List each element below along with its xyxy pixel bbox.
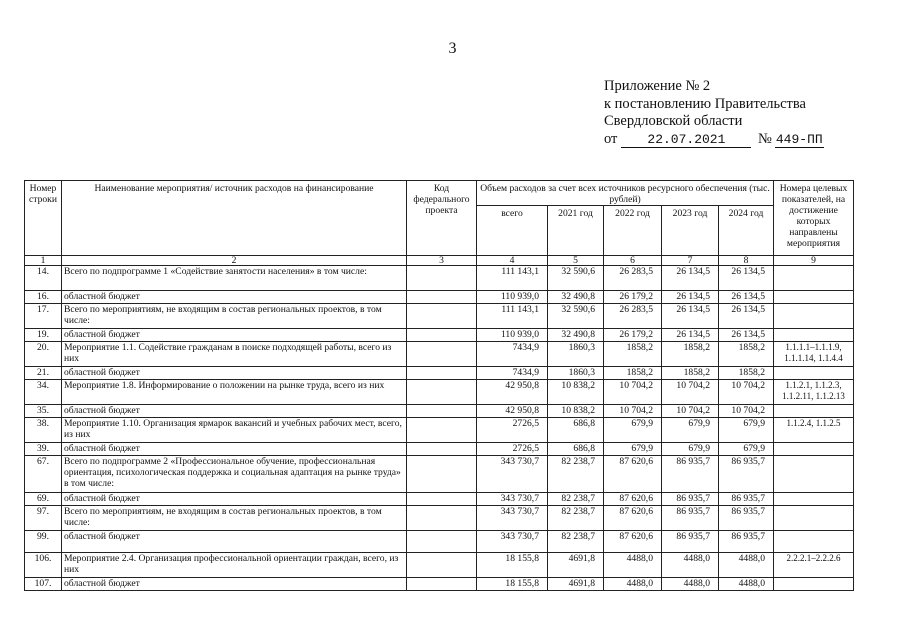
row-name: Всего по подпрограмме 1 «Содействие занятости населения» в том числе:: [62, 266, 407, 291]
col-index: 5: [548, 256, 604, 266]
table-row: [25, 493, 854, 506]
row-name: Мероприятие 2.4. Организация профессиональной ориентации граждан, всего, из них: [62, 553, 407, 578]
row-2024: 4488,0: [719, 578, 774, 591]
row-name: Мероприятие 1.8. Информирование о положении на рынке труда, всего из них: [62, 380, 407, 405]
row-total: 111 143,1: [477, 266, 548, 291]
row-name: областной бюджет: [62, 367, 407, 380]
row-2021: 4691,8: [548, 578, 604, 591]
row-2024: 86 935,7: [719, 506, 774, 531]
row-fed-code: [407, 291, 477, 304]
row-2023: 4488,0: [662, 553, 719, 578]
row-total: 18 155,8: [477, 553, 548, 578]
col-index: 2: [62, 256, 407, 266]
row-2023: 86 935,7: [662, 456, 719, 493]
decree-date: 22.07.2021: [621, 133, 751, 148]
row-total: 2726,5: [477, 418, 548, 443]
row-2022: 1858,2: [604, 367, 662, 380]
row-targets: [774, 291, 854, 304]
col-index: 3: [407, 256, 477, 266]
row-targets: 1.1.2.4, 1.1.2.5: [774, 418, 854, 443]
row-2023: 86 935,7: [662, 531, 719, 553]
row-number: 97.: [25, 506, 62, 531]
row-fed-code: [407, 405, 477, 418]
row-number: 34.: [25, 380, 62, 405]
row-targets: [774, 578, 854, 591]
row-2023: 679,9: [662, 418, 719, 443]
row-fed-code: [407, 342, 477, 367]
row-fed-code: [407, 304, 477, 329]
row-name: областной бюджет: [62, 405, 407, 418]
row-fed-code: [407, 553, 477, 578]
row-2023: 679,9: [662, 443, 719, 456]
table-row: [25, 531, 854, 553]
row-number: 67.: [25, 456, 62, 493]
row-number: 21.: [25, 367, 62, 380]
expenses-table: [24, 180, 854, 591]
row-2024: 26 134,5: [719, 329, 774, 342]
row-2023: 26 134,5: [662, 266, 719, 291]
row-fed-code: [407, 266, 477, 291]
row-total: 343 730,7: [477, 531, 548, 553]
row-total: 343 730,7: [477, 506, 548, 531]
row-2022: 1858,2: [604, 342, 662, 367]
table-row: [25, 418, 854, 443]
col-index: 4: [477, 256, 548, 266]
row-2023: 10 704,2: [662, 380, 719, 405]
row-2022: 679,9: [604, 418, 662, 443]
row-2021: 82 238,7: [548, 493, 604, 506]
row-2023: 4488,0: [662, 578, 719, 591]
row-targets: 1.1.1.1–1.1.1.9, 1.1.1.14, 1.1.4.4: [774, 342, 854, 367]
row-number: 38.: [25, 418, 62, 443]
row-total: 42 950,8: [477, 405, 548, 418]
header-fed-code: Код федерального проекта: [407, 181, 477, 256]
header-2023: 2023 год: [662, 206, 719, 256]
row-number: 107.: [25, 578, 62, 591]
row-number: 69.: [25, 493, 62, 506]
row-2021: 82 238,7: [548, 531, 604, 553]
row-targets: [774, 367, 854, 380]
row-targets: [774, 456, 854, 493]
row-2021: 686,8: [548, 418, 604, 443]
row-total: 110 939,0: [477, 291, 548, 304]
row-targets: [774, 531, 854, 553]
row-2021: 82 238,7: [548, 506, 604, 531]
row-total: 18 155,8: [477, 578, 548, 591]
table-row: [25, 405, 854, 418]
row-total: 343 730,7: [477, 456, 548, 493]
row-fed-code: [407, 531, 477, 553]
row-2021: 10 838,2: [548, 405, 604, 418]
header-2024: 2024 год: [719, 206, 774, 256]
row-2024: 679,9: [719, 418, 774, 443]
row-2023: 1858,2: [662, 367, 719, 380]
row-2021: 32 590,6: [548, 304, 604, 329]
row-2022: 26 179,2: [604, 329, 662, 342]
col-index: 7: [662, 256, 719, 266]
table-row: [25, 291, 854, 304]
row-2024: 10 704,2: [719, 405, 774, 418]
row-fed-code: [407, 506, 477, 531]
row-number: 19.: [25, 329, 62, 342]
header-total: всего: [477, 206, 548, 256]
row-number: 14.: [25, 266, 62, 291]
row-number: 106.: [25, 553, 62, 578]
row-targets: [774, 493, 854, 506]
col-index: 9: [774, 256, 854, 266]
row-2024: 1858,2: [719, 342, 774, 367]
row-2024: 86 935,7: [719, 531, 774, 553]
from-label: от: [604, 130, 618, 147]
row-fed-code: [407, 578, 477, 591]
table-row: [25, 266, 854, 291]
appendix-block: [604, 78, 824, 148]
row-fed-code: [407, 456, 477, 493]
row-targets: 1.1.2.1, 1.1.2.3, 1.1.2.11, 1.1.2.13: [774, 380, 854, 405]
header-2021: 2021 год: [548, 206, 604, 256]
row-targets: [774, 443, 854, 456]
table-row: [25, 578, 854, 591]
row-2022: 4488,0: [604, 578, 662, 591]
row-2022: 26 283,5: [604, 304, 662, 329]
appendix-region: Свердловской области: [604, 113, 743, 129]
row-2024: 4488,0: [719, 553, 774, 578]
row-name: областной бюджет: [62, 493, 407, 506]
row-2021: 1860,3: [548, 367, 604, 380]
row-2022: 87 620,6: [604, 456, 662, 493]
row-2021: 32 490,8: [548, 291, 604, 304]
row-2022: 87 620,6: [604, 531, 662, 553]
row-fed-code: [407, 367, 477, 380]
table-row: [25, 456, 854, 493]
row-2023: 26 134,5: [662, 304, 719, 329]
row-targets: 2.2.2.1–2.2.2.6: [774, 553, 854, 578]
table-row: [25, 443, 854, 456]
row-total: 110 939,0: [477, 329, 548, 342]
header-volume: Объем расходов за счет всех источников ресурсного обеспечения (тыс. рублей): [477, 181, 774, 206]
row-fed-code: [407, 418, 477, 443]
row-2024: 26 134,5: [719, 291, 774, 304]
row-name: областной бюджет: [62, 291, 407, 304]
row-name: областной бюджет: [62, 329, 407, 342]
row-total: 7434,9: [477, 342, 548, 367]
row-2023: 10 704,2: [662, 405, 719, 418]
row-targets: [774, 506, 854, 531]
row-2021: 32 490,8: [548, 329, 604, 342]
col-index: 6: [604, 256, 662, 266]
appendix-title: Приложение № 2: [604, 78, 711, 94]
row-2021: 32 590,6: [548, 266, 604, 291]
header-2022: 2022 год: [604, 206, 662, 256]
table-row: [25, 380, 854, 405]
column-index-row: [25, 256, 854, 266]
row-2024: 26 134,5: [719, 304, 774, 329]
row-2022: 4488,0: [604, 553, 662, 578]
page-number: 3: [448, 40, 457, 57]
row-2023: 86 935,7: [662, 493, 719, 506]
row-name: областной бюджет: [62, 578, 407, 591]
row-2024: 679,9: [719, 443, 774, 456]
row-2023: 1858,2: [662, 342, 719, 367]
row-targets: [774, 405, 854, 418]
header-name: Наименование мероприятия/ источник расходов на финансирование: [62, 181, 407, 256]
row-2024: 1858,2: [719, 367, 774, 380]
row-number: 39.: [25, 443, 62, 456]
table-row: [25, 506, 854, 531]
row-total: 7434,9: [477, 367, 548, 380]
row-targets: [774, 266, 854, 291]
table-row: [25, 553, 854, 578]
table-row: [25, 342, 854, 367]
row-2022: 87 620,6: [604, 506, 662, 531]
row-number: 16.: [25, 291, 62, 304]
row-name: Мероприятие 1.10. Организация ярмарок вакансий и учебных рабочих мест, всего, из них: [62, 418, 407, 443]
row-2021: 82 238,7: [548, 456, 604, 493]
row-number: 99.: [25, 531, 62, 553]
row-number: 35.: [25, 405, 62, 418]
row-2024: 86 935,7: [719, 493, 774, 506]
row-2022: 10 704,2: [604, 405, 662, 418]
row-name: Всего по мероприятиям, не входящим в состав региональных проектов, в том числе:: [62, 304, 407, 329]
header-row-number: Номер строки: [25, 181, 62, 256]
row-name: областной бюджет: [62, 443, 407, 456]
row-2021: 686,8: [548, 443, 604, 456]
row-name: Всего по мероприятиям, не входящим в состав региональных проектов, в том числе:: [62, 506, 407, 531]
table-row: [25, 329, 854, 342]
row-number: 20.: [25, 342, 62, 367]
row-name: Всего по подпрограмме 2 «Профессиональное обучение, профессиональная ориентация, психологическая поддержка и социальная адаптация на рынке труда» в том числе:: [62, 456, 407, 493]
row-total: 111 143,1: [477, 304, 548, 329]
row-fed-code: [407, 329, 477, 342]
row-2024: 86 935,7: [719, 456, 774, 493]
row-2023: 26 134,5: [662, 329, 719, 342]
row-2022: 679,9: [604, 443, 662, 456]
row-2021: 1860,3: [548, 342, 604, 367]
row-2023: 86 935,7: [662, 506, 719, 531]
row-2024: 26 134,5: [719, 266, 774, 291]
row-total: 343 730,7: [477, 493, 548, 506]
row-2021: 10 838,2: [548, 380, 604, 405]
row-targets: [774, 304, 854, 329]
row-targets: [774, 329, 854, 342]
row-fed-code: [407, 493, 477, 506]
row-2022: 87 620,6: [604, 493, 662, 506]
row-total: 42 950,8: [477, 380, 548, 405]
row-2024: 10 704,2: [719, 380, 774, 405]
table-row: [25, 367, 854, 380]
row-2022: 10 704,2: [604, 380, 662, 405]
row-2023: 26 134,5: [662, 291, 719, 304]
row-2022: 26 179,2: [604, 291, 662, 304]
row-2022: 26 283,5: [604, 266, 662, 291]
col-index: 1: [25, 256, 62, 266]
number-label: №: [758, 130, 772, 147]
table-row: [25, 304, 854, 329]
row-name: областной бюджет: [62, 531, 407, 553]
row-fed-code: [407, 443, 477, 456]
appendix-decree: к постановлению Правительства: [604, 95, 806, 112]
row-fed-code: [407, 380, 477, 405]
row-name: Мероприятие 1.1. Содействие гражданам в поиске подходящей работы, всего из них: [62, 342, 407, 367]
row-2021: 4691,8: [548, 553, 604, 578]
header-targets: Номера целевых показателей, на достижение которых направлены мероприятия: [774, 181, 854, 256]
row-total: 2726,5: [477, 443, 548, 456]
appendix-date-line: [604, 131, 824, 149]
col-index: 8: [719, 256, 774, 266]
decree-number: 449-ПП: [775, 131, 823, 147]
row-number: 17.: [25, 304, 62, 329]
